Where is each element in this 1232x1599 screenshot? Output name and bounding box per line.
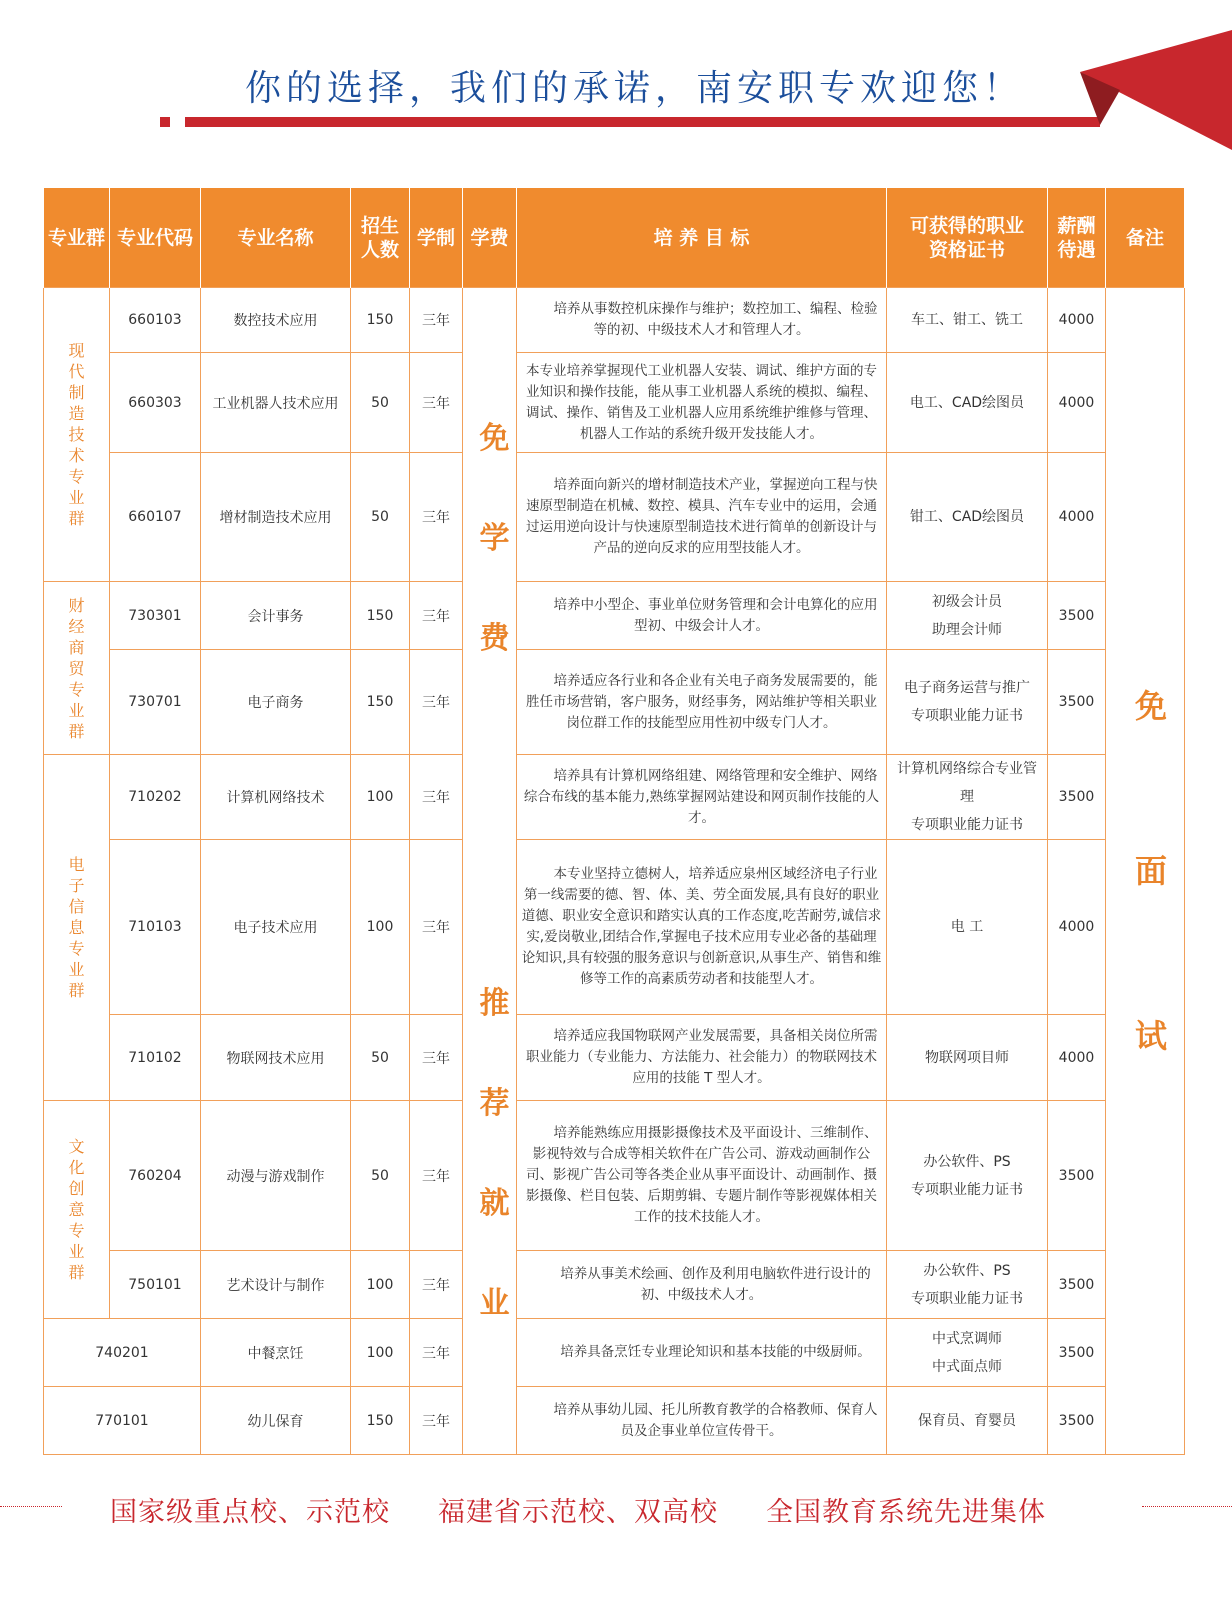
banner-triangle — [1080, 30, 1232, 150]
cert-line1: 初级会计员 — [932, 593, 1002, 610]
header-salary — [1048, 188, 1106, 288]
goal-cell — [517, 582, 887, 650]
header-fee: 学费 — [463, 188, 517, 288]
cert-line1: 车工、钳工、铣工 — [911, 312, 1023, 328]
goal-text: 培养适应各行业和各企业有关电子商务发展需要的，能胜任市场营销，客户服务，财经事务，网站维护等相关职业岗位群工作的技能型应用性初中级专门人才。 — [526, 672, 878, 731]
salary-cell: 3500 — [1048, 582, 1106, 650]
code-cell: 660303 — [110, 353, 201, 453]
cert-line2: 专项职业能力证书 — [911, 817, 1023, 833]
goal-text: 培养面向新兴的增材制造技术产业，掌握逆向工程与快速原型制造在机械、数控、模具、汽车专业中的运用，会通过运用逆向设计与快速原型制造技术进行简单的创新设计与产品的逆向反求的应用型技能人才。 — [526, 477, 878, 556]
duration-cell: 三年 — [410, 840, 463, 1015]
table-row — [44, 1251, 1185, 1319]
duration-cell: 三年 — [410, 650, 463, 755]
enroll-cell: 150 — [351, 582, 410, 650]
footer-item-provincial: 福建省示范校、双高校 — [438, 1497, 718, 1528]
code-cell: 750101 — [110, 1251, 201, 1319]
name-cell: 艺术设计与制作 — [201, 1251, 351, 1319]
name-cell: 幼儿保育 — [201, 1387, 351, 1455]
header-cert — [887, 188, 1048, 288]
table-row — [44, 1319, 1185, 1387]
footer-dotted-left — [0, 1506, 62, 1507]
enroll-cell: 100 — [351, 1319, 410, 1387]
code-cell: 660103 — [110, 288, 201, 353]
cert-line2: 中式面点师 — [932, 1358, 1002, 1375]
code-cell: 730301 — [110, 582, 201, 650]
header-goal: 培 养 目 标 — [517, 188, 887, 288]
cert-line1: 办公软件、PS — [923, 1153, 1011, 1170]
cert-cell — [887, 1015, 1048, 1101]
cert-cell — [887, 1319, 1048, 1387]
goal-text: 培养从事幼儿园、托儿所教育教学的合格教师、保育人员及企事业单位宣传骨干。 — [553, 1401, 878, 1439]
header-group: 专业群 — [44, 188, 110, 288]
cert-cell — [887, 1387, 1048, 1455]
duration-cell: 三年 — [410, 353, 463, 453]
enroll-cell: 100 — [351, 755, 410, 840]
enroll-cell: 50 — [351, 453, 410, 582]
table-row — [44, 650, 1185, 755]
header-remark: 备注 — [1106, 188, 1185, 288]
goal-text: 培养适应我国物联网产业发展需要，具备相关岗位所需职业能力（专业能力、方法能力、社会能力）的物联网技术应用的技能 T 型人才。 — [526, 1028, 878, 1086]
duration-cell: 三年 — [410, 453, 463, 582]
table-row — [44, 755, 1185, 840]
duration-cell: 三年 — [410, 755, 463, 840]
group-label: 现代制造技术专业群 — [68, 341, 85, 528]
salary-cell: 3500 — [1048, 650, 1106, 755]
name-cell: 中餐烹饪 — [201, 1319, 351, 1387]
cert-cell — [887, 288, 1048, 353]
cert-cell — [887, 353, 1048, 453]
cert-line1: 电子商务运营与推广 — [904, 680, 1030, 696]
code-cell: 710102 — [110, 1015, 201, 1101]
header-cert-line1: 可获得的职业 — [909, 214, 1024, 237]
table-row — [44, 1387, 1185, 1455]
group-cell-manufacturing — [44, 288, 110, 582]
fee-cell — [463, 288, 517, 1455]
cert-line1: 电工、CAD绘图员 — [909, 394, 1025, 411]
fee-job-recommend: 推荐就业 — [479, 985, 510, 1321]
table-row — [44, 453, 1185, 582]
name-cell: 工业机器人技术应用 — [201, 353, 351, 453]
goal-cell — [517, 1015, 887, 1101]
header-name: 专业名称 — [201, 188, 351, 288]
code-cell: 710103 — [110, 840, 201, 1015]
name-cell: 动漫与游戏制作 — [201, 1101, 351, 1251]
goal-text: 培养具备烹饪专业理论知识和基本技能的中级厨师。 — [560, 1344, 871, 1360]
table-header-row — [44, 188, 1185, 288]
goal-cell — [517, 1387, 887, 1455]
cert-line1: 保育员、育婴员 — [918, 1412, 1016, 1429]
goal-text: 培养从事数控机床操作与维护；数控加工、编程、检验等的初、中级技术人才和管理人才。 — [553, 301, 878, 338]
name-cell: 计算机网络技术 — [201, 755, 351, 840]
enroll-cell: 50 — [351, 1015, 410, 1101]
name-cell: 电子技术应用 — [201, 840, 351, 1015]
duration-cell: 三年 — [410, 1101, 463, 1251]
duration-cell: 三年 — [410, 1251, 463, 1319]
duration-cell: 三年 — [410, 582, 463, 650]
goal-text: 培养具有计算机网络组建、网络管理和安全维护、网络综合布线的基本能力,熟练掌握网站建设和网页制作技能的人才。 — [523, 767, 880, 826]
goal-text: 本专业坚持立德树人，培养适应泉州区域经济电子行业第一线需要的德、智、体、美、劳全面发展,具有良好的职业道德、职业安全意识和踏实认真的工作态度,吃苦耐劳,诚信求实,爱岗敬业,团结合作,掌握电子技术应用专业必备的基础理论知识,具有较强的服务意识与创新意识,从事生产、销售和维修等工作的高素质劳动者和技能型人才。 — [521, 866, 882, 987]
cert-cell — [887, 755, 1048, 840]
cert-line2: 专项职业能力证书 — [911, 1181, 1023, 1198]
enroll-cell: 50 — [351, 1101, 410, 1251]
group-cell-electronics — [44, 755, 110, 1101]
name-cell: 数控技术应用 — [201, 288, 351, 353]
table-row — [44, 840, 1185, 1015]
salary-cell: 4000 — [1048, 353, 1106, 453]
table-row — [44, 353, 1185, 453]
group-label: 财经商贸专业群 — [68, 595, 85, 741]
enroll-cell: 50 — [351, 353, 410, 453]
footer-item-national: 国家级重点校、示范校 — [110, 1497, 390, 1528]
cert-line1: 计算机网络综合专业管理 — [897, 761, 1037, 805]
header-salary-line1: 薪酬 — [1057, 214, 1096, 237]
duration-cell: 三年 — [410, 1015, 463, 1101]
cert-line1: 中式烹调师 — [932, 1330, 1002, 1347]
goal-cell — [517, 1319, 887, 1387]
code-cell: 660107 — [110, 453, 201, 582]
table-row — [44, 288, 1185, 353]
cert-cell — [887, 1251, 1048, 1319]
cert-line1: 物联网项目师 — [925, 1049, 1009, 1066]
goal-text: 培养中小型企、事业单位财务管理和会计电算化的应用型初、中级会计人才。 — [553, 596, 878, 634]
fee-free-tuition: 免学费 — [479, 420, 510, 656]
code-cell: 770101 — [44, 1387, 201, 1455]
cert-cell — [887, 453, 1048, 582]
code-cell: 760204 — [110, 1101, 201, 1251]
enroll-cell: 150 — [351, 650, 410, 755]
enroll-cell: 100 — [351, 1251, 410, 1319]
salary-cell: 4000 — [1048, 840, 1106, 1015]
group-cell-finance — [44, 582, 110, 755]
goal-cell: 本专业培养掌握现代工业机器人安装、调试、维护方面的专业知识和操作技能，能从事工业机器人系统的模拟、编程、调试、操作、销售及工业机器人应用系统维护维修与管理、机器人工作站的系统升级开发技能人才。 — [517, 353, 887, 453]
name-cell: 会计事务 — [201, 582, 351, 650]
enroll-cell: 150 — [351, 288, 410, 353]
footer-honors — [110, 1490, 1046, 1529]
code-cell: 730701 — [110, 650, 201, 755]
salary-cell: 4000 — [1048, 1015, 1106, 1101]
goal-cell — [517, 1101, 887, 1251]
table-row — [44, 1101, 1185, 1251]
cert-cell — [887, 1101, 1048, 1251]
salary-cell: 3500 — [1048, 1387, 1106, 1455]
header-enroll-line1: 招生 — [360, 214, 399, 237]
header-enroll-line2: 人数 — [360, 238, 399, 261]
group-label: 电子信息专业群 — [68, 855, 85, 1000]
group-label: 文化创意专业群 — [68, 1137, 85, 1282]
banner-bar — [185, 117, 1100, 127]
name-cell: 电子商务 — [201, 650, 351, 755]
page-slogan: 你的选择，我们的承诺，南安职专欢迎您！ — [245, 68, 1025, 109]
goal-cell — [517, 755, 887, 840]
banner-square — [160, 117, 170, 127]
cert-cell — [887, 840, 1048, 1015]
code-cell: 710202 — [110, 755, 201, 840]
header-code: 专业代码 — [110, 188, 201, 288]
goal-text: 培养从事美术绘画、创作及利用电脑软件进行设计的初、中级技术人才。 — [560, 1265, 871, 1303]
salary-cell: 3500 — [1048, 1319, 1106, 1387]
enroll-cell: 150 — [351, 1387, 410, 1455]
cert-cell — [887, 582, 1048, 650]
goal-cell — [517, 1251, 887, 1319]
cert-cell — [887, 650, 1048, 755]
duration-cell: 三年 — [410, 1387, 463, 1455]
program-table — [43, 188, 1185, 1455]
group-cell-culture — [44, 1101, 110, 1319]
duration-cell: 三年 — [410, 288, 463, 353]
header-cert-line2: 资格证书 — [928, 238, 1005, 261]
header-enroll — [351, 188, 410, 288]
footer-item-education: 全国教育系统先进集体 — [766, 1497, 1046, 1528]
goal-cell — [517, 453, 887, 582]
cert-line2: 专项职业能力证书 — [911, 708, 1023, 724]
remark-cell — [1106, 288, 1185, 1455]
table-row — [44, 582, 1185, 650]
cert-line1: 办公软件、PS — [923, 1262, 1011, 1279]
salary-cell: 3500 — [1048, 1251, 1106, 1319]
duration-cell: 三年 — [410, 1319, 463, 1387]
goal-text: 培养能熟练应用摄影摄像技术及平面设计、三维制作、影视特效与合成等相关软件在广告公司、游戏动画制作公司、影视广告公司等各类企业从事平面设计、动画制作、摄影摄像、栏目包装、后期剪辑、专题片制作等影视媒体相关工作的技术技能人才。 — [526, 1125, 878, 1225]
salary-cell: 4000 — [1048, 288, 1106, 353]
cert-line1: 电 工 — [950, 919, 984, 935]
cert-line2: 专项职业能力证书 — [911, 1290, 1023, 1307]
cert-line1: 钳工、CAD绘图员 — [909, 509, 1025, 525]
goal-cell — [517, 650, 887, 755]
name-cell: 物联网技术应用 — [201, 1015, 351, 1101]
enroll-cell: 100 — [351, 840, 410, 1015]
name-cell: 增材制造技术应用 — [201, 453, 351, 582]
table-row — [44, 1015, 1185, 1101]
salary-cell: 4000 — [1048, 453, 1106, 582]
goal-cell — [517, 840, 887, 1015]
header-duration: 学制 — [410, 188, 463, 288]
remark-no-interview: 免面试 — [1135, 686, 1168, 1055]
header-salary-line2: 待遇 — [1057, 238, 1096, 261]
cert-line2: 助理会计师 — [932, 621, 1002, 638]
goal-cell — [517, 288, 887, 353]
footer-dotted-right — [1142, 1506, 1232, 1507]
salary-cell: 3500 — [1048, 755, 1106, 840]
code-cell: 740201 — [44, 1319, 201, 1387]
salary-cell: 3500 — [1048, 1101, 1106, 1251]
